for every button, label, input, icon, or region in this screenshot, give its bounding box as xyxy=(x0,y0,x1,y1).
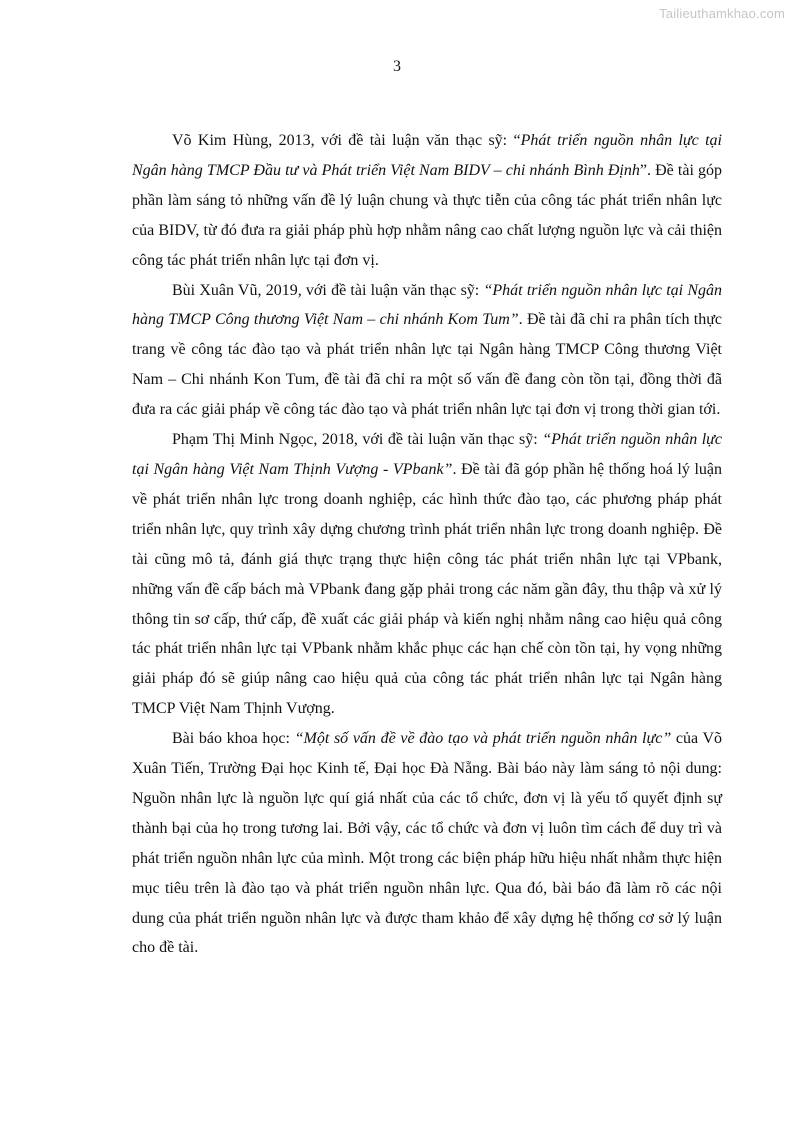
page-number: 3 xyxy=(393,58,401,75)
paragraph-lead: Phạm Thị Minh Ngọc, 2018, với đề tài luận văn thạc sỹ: xyxy=(172,431,543,449)
article-title: “Một số vấn đề về đào tạo và phát triển nguồn nhân lực” xyxy=(294,730,672,748)
thesis-title: “Phát triển nguồn nhân lực tại Ngân hàng Việt Nam Thịnh Vượng - VPbank” xyxy=(132,431,723,478)
document-body xyxy=(132,126,722,963)
paragraph-pham-thi-minh-ngoc xyxy=(132,425,722,724)
paragraph-article xyxy=(132,724,722,963)
paragraph-vo-kim-hung xyxy=(132,126,722,276)
paragraph-lead: Bùi Xuân Vũ, 2019, với đề tài luận văn thạc sỹ: xyxy=(172,281,484,299)
thesis-title: “Phát triển nguồn nhân lực tại Ngân hàng TMCP Công thương Việt Nam – chi nhánh Kom Tum” xyxy=(132,281,723,329)
paragraph-body: ”. Đề tài góp phần làm sáng tỏ những vấn đề lý luận chung và thực tiễn của công tác phát triển nhân lực của BIDV, từ đó đưa ra giải pháp phù hợp nhằm nâng cao chất lượng nguồn lực và cải thiện công tác phát triển nhân lực tại đơn vị. xyxy=(132,161,723,269)
paragraph-bui-xuan-vu xyxy=(132,276,722,426)
paragraph-body: . Đề tài đã góp phần hệ thống hoá lý luận về phát triển nhân lực trong doanh nghiệp, các hình thức đào tạo, các phương pháp phát triển nhân lực, quy trình xây dựng chương trình phát triển nhân lực trong doanh nghiệp. Đề tài cũng mô tả, đánh giá thực trạng thực hiện công tác phát triển nhân lực tại VPbank, những vấn đề cấp bách mà VPbank đang gặp phải trong các năm gần đây, thu thập và xử lý thông tin sơ cấp, thứ cấp, đề xuất các giải pháp và kiến nghị nhằm nâng cao hiệu quả công tác phát triển nhân lực tại VPbank nhằm khắc phục các hạn chế còn tồn tại, hy vọng những giải pháp đó sẽ giúp nâng cao hiệu quả của công tác phát triển nhân lực tại Ngân hàng TMCP Việt Nam Thịnh Vượng. xyxy=(132,460,723,718)
paragraph-lead: Võ Kim Hùng, 2013, với đề tài luận văn thạc sỹ: “ xyxy=(172,132,521,149)
paragraph-body: của Võ Xuân Tiến, Trường Đại học Kinh tế, Đại học Đà Nẵng. Bài báo này làm sáng tỏ nội dung: Nguồn nhân lực là nguồn lực quí giá nhất của các tổ chức, đơn vị là yếu tố quyết định sự thành bại của họ trong tương lai. Bởi vậy, các tổ chức và đơn vị luôn tìm cách để duy trì và phát triển nguồn nhân lực của mình. Một trong các biện pháp hữu hiệu nhất nhằm thực hiện mục tiêu trên là đào tạo và phát triển nguồn nhân lực. Qua đó, bài báo đã làm rõ các nội dung của phát triển nguồn nhân lực và được tham khảo để xây dựng hệ thống cơ sở lý luận cho đề tài. xyxy=(132,730,723,957)
thesis-title: Phát triển nguồn nhân lực tại Ngân hàng TMCP Đầu tư và Phát triển Việt Nam BIDV – chi nhánh Bình Định xyxy=(132,132,722,179)
paragraph-lead: Bài báo khoa học: xyxy=(172,730,295,748)
watermark: Tailieuthamkhao.com xyxy=(659,6,785,21)
paragraph-body: . Đề tài đã chỉ ra phân tích thực trang về công tác đào tạo và phát triển nhân lực tại Ngân hàng TMCP Công thương Việt Nam – Chi nhánh Kon Tum, đề tài đã chỉ ra một số vấn đề đang còn tồn tại, đồng thời đã đưa ra các giải pháp về công tác đào tạo và phát triển nhân lực tại đơn vị trong thời gian tới. xyxy=(132,311,722,419)
